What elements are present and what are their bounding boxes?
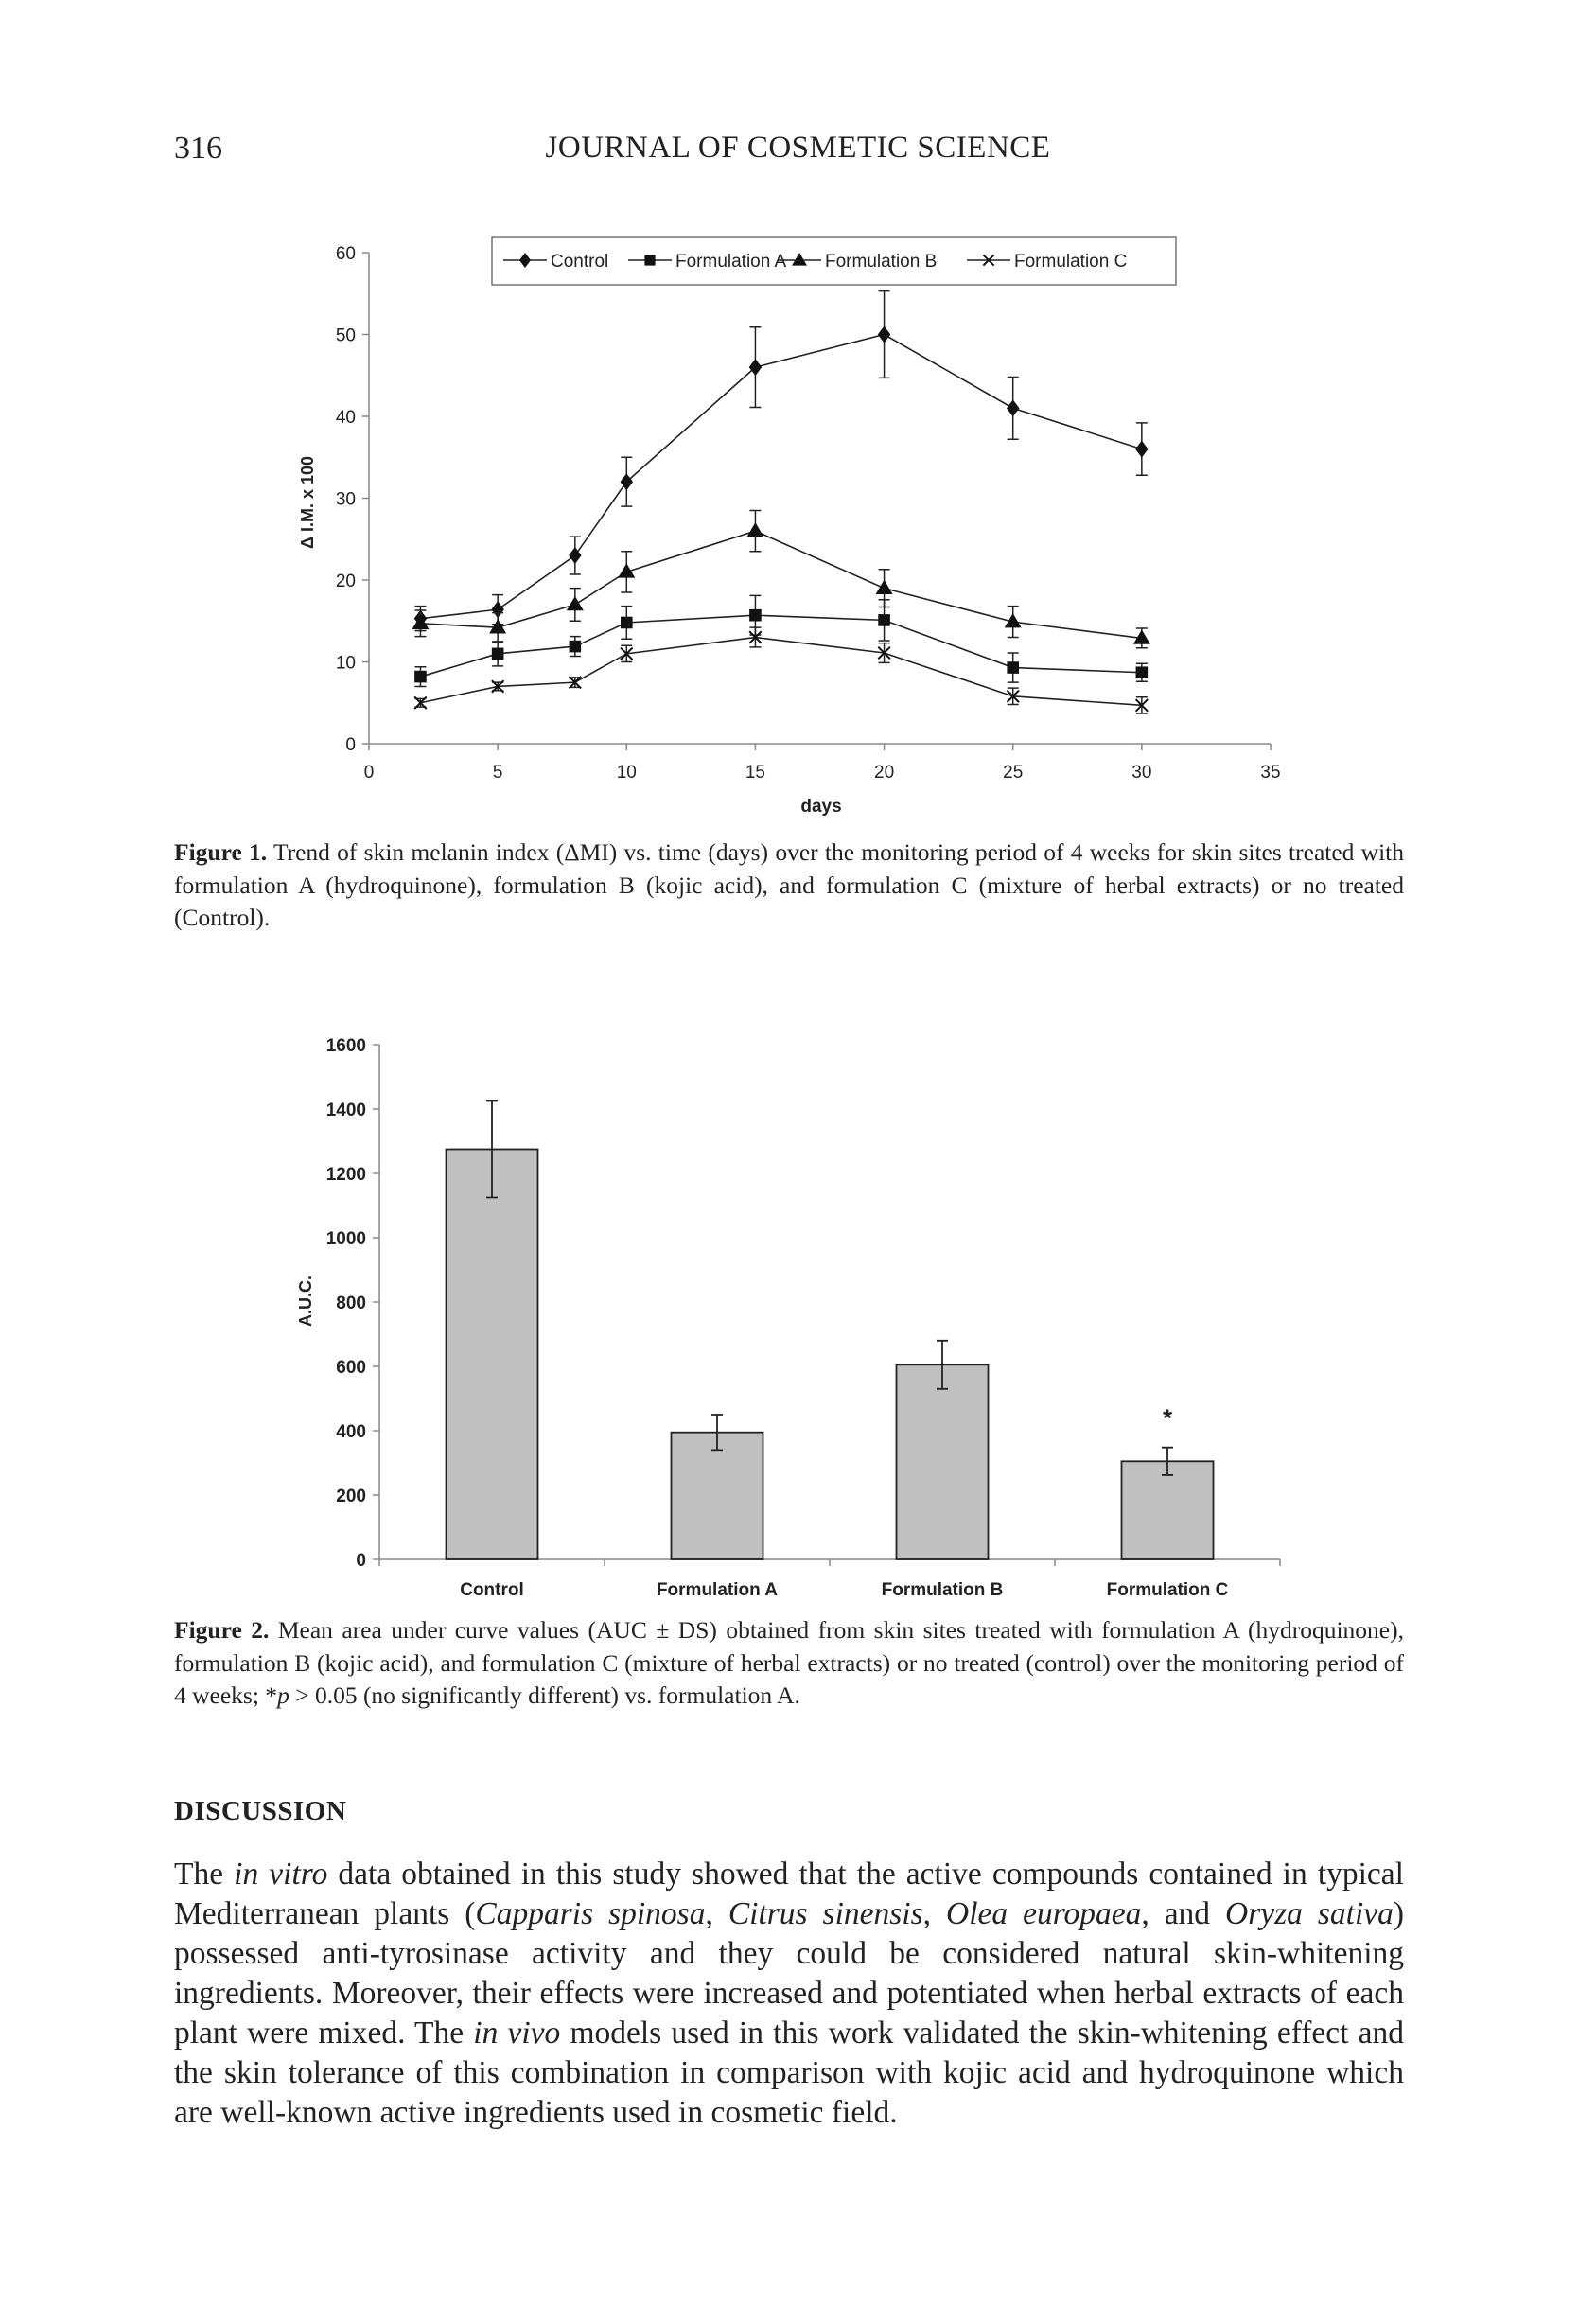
y-tick-label: 40 [335,408,356,428]
y-tick-label: 1200 [325,1165,366,1185]
y-tick-label: 20 [335,572,356,591]
square-marker [621,617,633,629]
x-tick-label: 10 [616,763,637,783]
y-tick-label: 0 [345,735,356,755]
x-tick-label: 20 [874,763,895,783]
square-marker [414,671,427,683]
y-tick-label: 800 [336,1294,366,1313]
text-segment: , [705,1896,728,1931]
series-line-3 [420,638,1141,706]
figure-1-caption [174,836,1404,935]
text-segment: in vivo [473,2016,561,2051]
category-label: Formulation C [1106,1580,1229,1600]
category-label: Formulation A [656,1580,779,1600]
text-segment: Trend of skin melanin index (ΔMI) vs. time (days) over the monitoring period of 4 weeks for skin sites treated with formulation A (hydroquinone), formulation B (kojic acid), and formulation C (mixture of herbal extracts) or no treated (Control). [174,838,1404,931]
bar-0 [447,1150,538,1560]
y-tick-label: 30 [335,489,356,510]
discussion-paragraph [174,1855,1404,2133]
text-segment: > 0.05 (no significantly different) vs. formulation A. [289,1681,800,1709]
text-segment: Figure 1. [174,838,268,866]
square-marker [492,648,504,660]
text-segment: Figure 2. [174,1616,270,1644]
y-axis-label: A.U.C. [296,1276,315,1327]
y-tick-label: 1600 [325,1036,366,1056]
bar-2 [897,1364,989,1559]
square-marker [878,614,890,626]
x-tick-label: 30 [1131,763,1152,783]
text-segment: The [174,1857,235,1892]
text-segment: Olea europaea [946,1896,1142,1931]
y-tick-label: 1400 [325,1100,366,1120]
bar-3 [1122,1461,1214,1559]
series-line-0 [420,335,1141,619]
bar-1 [672,1433,763,1559]
x-tick-label: 25 [1003,763,1024,783]
square-marker [1136,666,1149,678]
x-tick-label: 35 [1260,763,1281,783]
series-line-2 [420,531,1141,638]
y-tick-label: 10 [335,653,356,674]
legend-label: Formulation A [675,252,787,272]
triangle-marker [876,580,893,594]
journal-title: JOURNAL OF COSMETIC SCIENCE [545,131,1051,165]
text-segment: Oryza sativa [1225,1896,1394,1931]
text-segment: data obtained in this study showed that the active compounds contained in typical Mediterranean plants ( [174,1857,1404,1931]
x-tick-label: 0 [363,763,375,783]
y-tick-label: 1000 [325,1229,366,1249]
triangle-marker [567,596,584,610]
section-heading: DISCUSSION [174,1796,347,1826]
x-tick-label: 5 [492,763,503,783]
x-tick-label: 15 [745,763,765,783]
significance-annotation: * [1162,1403,1173,1433]
x-axis-label: days [800,797,842,817]
y-tick-label: 50 [335,326,356,346]
legend-label: Formulation C [1014,252,1128,272]
square-marker [1007,661,1019,674]
figure-2-bar-chart [0,1003,1596,1618]
page-number: 316 [174,131,222,166]
diamond-marker [1135,441,1149,458]
y-axis-label: Δ I.M. x 100 [298,456,317,549]
y-tick-label: 200 [336,1487,366,1506]
y-tick-label: 60 [335,244,356,264]
square-marker [644,255,655,265]
y-tick-label: 0 [356,1551,366,1571]
figure-1-line-chart [0,0,1596,833]
figure-2-caption [174,1614,1404,1713]
text-segment: in vitro [234,1857,328,1892]
legend-label: Formulation B [825,252,938,272]
text-segment: , [922,1896,946,1931]
text-segment: p [277,1681,289,1709]
text-segment: models used in this work validated the skin-whitening effect and the skin tolerance of this combination in comparison with kojic acid and hydroquinone which are well-known active ingredients used in cosmetic field. [174,2016,1405,2130]
text-segment: Mean area under curve values (AUC ± DS) obtained from skin sites treated with formulation A (hydroquinone), formulation B (kojic acid), and formulation C (mixture of herbal extracts) or no treated (control) over the monitoring period of 4 weeks; * [174,1616,1404,1709]
text-segment: Citrus sinensis [728,1896,923,1931]
category-label: Control [460,1580,524,1600]
diamond-marker [1007,399,1020,416]
square-marker [749,609,762,622]
text-segment: Capparis spinosa [475,1896,706,1931]
category-label: Formulation B [881,1580,1004,1600]
text-segment: , and [1141,1896,1226,1931]
y-tick-label: 400 [336,1422,366,1442]
diamond-marker [749,359,763,376]
triangle-marker [746,522,763,537]
text-segment: ) possessed anti-tyrosinase activity and they could be considered natural skin-whitening ingredients. Moreover, their effects were increased and potentiated when herbal extracts of each plant were mixed. The [174,1896,1405,2051]
y-tick-label: 600 [336,1358,366,1378]
diamond-marker [878,326,891,343]
legend-label: Control [551,252,609,272]
square-marker [570,641,582,653]
